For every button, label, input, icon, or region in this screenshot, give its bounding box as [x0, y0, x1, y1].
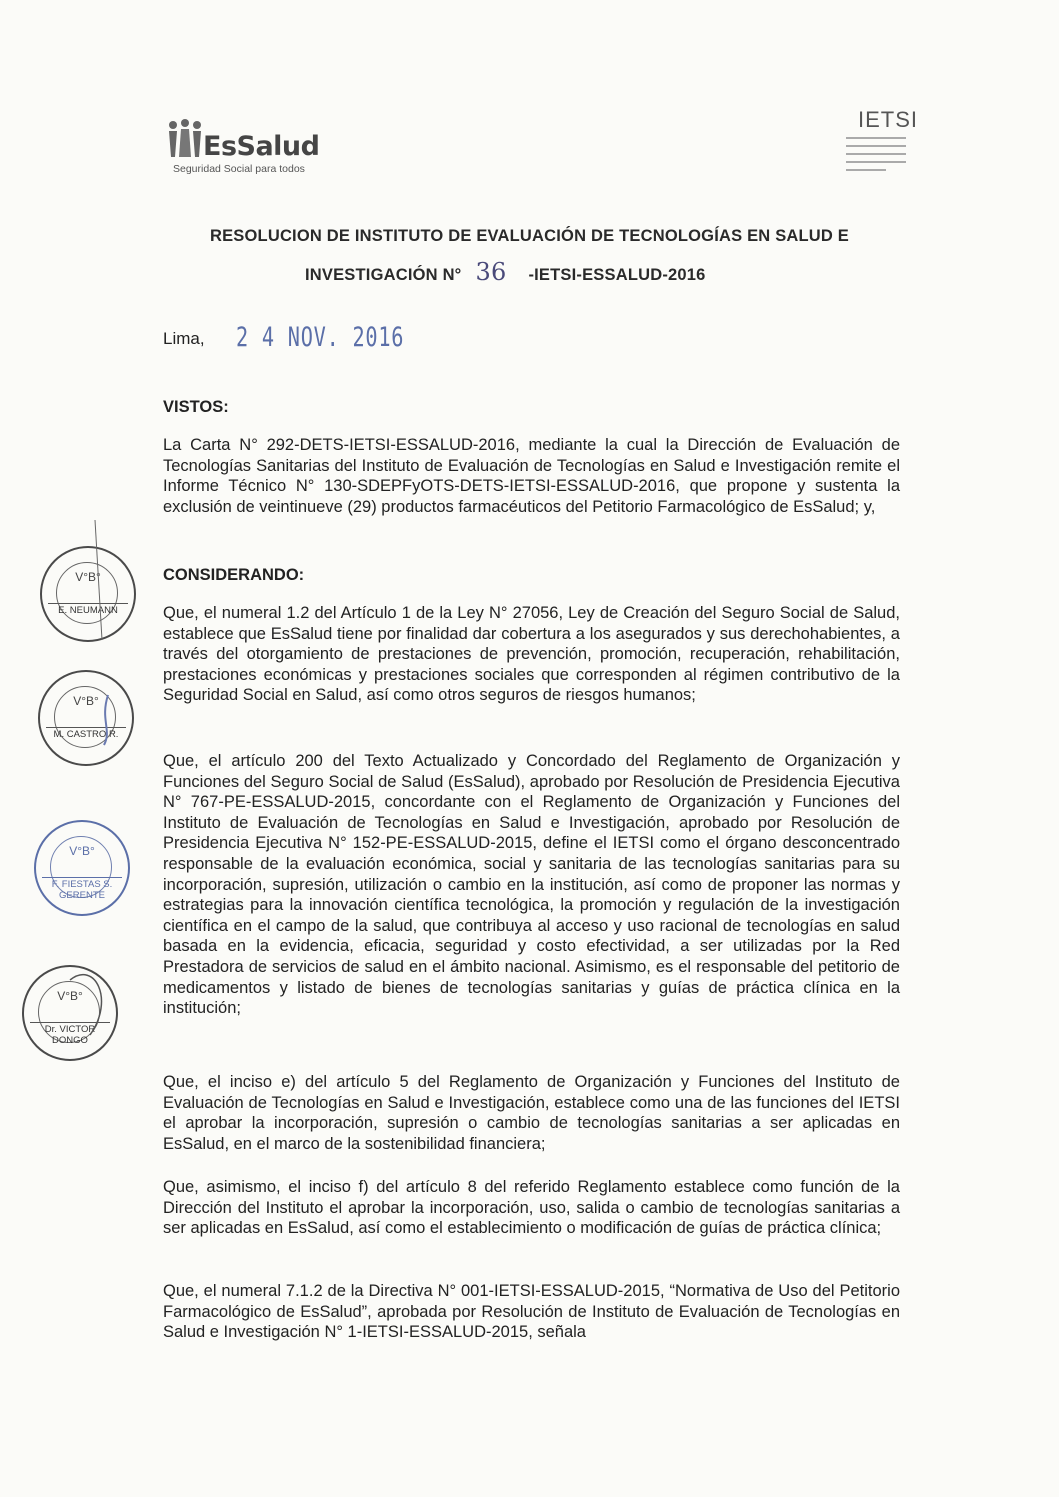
title-prefix: INVESTIGACIÓN N° — [305, 266, 462, 284]
approval-stamp — [40, 546, 136, 642]
essalud-logo-name: EsSalud — [203, 131, 320, 162]
stamp-name: E. NEUMANN — [48, 603, 128, 616]
paragraph-1: Que, el numeral 1.2 del Artículo 1 de la Ley N° 27056, Ley de Creación del Seguro Social de Salud, establece que EsSalud tiene por finalidad dar cobertura a los asegurados y sus derechohabientes, a través del otorgamiento de prestaciones de prevención, promoción, recuperación, rehabilitación, prestaciones económicas y prestaciones sociales que corresponden al régimen contributivo de la Seguridad Social en Salud, así como otros seguros de riesgos humanos; — [163, 604, 900, 705]
essalud-logo — [165, 115, 345, 177]
stamp-name: F. FIESTAS S. GERENTE — [42, 877, 122, 901]
essalud-logo-tagline: Seguridad Social para todos — [173, 163, 305, 175]
stamp-vb: V°B° — [75, 570, 101, 584]
vistos-heading: VISTOS: — [163, 398, 229, 416]
handwritten-number: 36 — [475, 258, 507, 286]
paragraph-2: Que, el artículo 200 del Texto Actualizado y Concordado del Reglamento de Organización y Funciones del Seguro Social de Salud (EsSalud), aprobado por Resolución de Presidencia Ejecutiva N° 767-PE-ESSALUD-2015, concordante con el Reglamento de Organización y Funciones del Instituto de Evaluación de Tecnologías en Salud e Investigación, aprobado por Resolución de Presidencia Ejecutiva N° 152-PE-ESSALUD-2015, define el IETSI como el órgano desconcentrado responsable de la evaluación económica, social y sanitaria de las tecnologías sanitarias para su incorporación, supresión, utilización o cambio en la institución, así como de proponer las normas y estrategias para la innovación científica tecnológica, la promoción y regulación de la investigación científica en el campo de la salud, que contribuya al acceso y uso racional de tecnologías en salud basada en la evidencia, eficacia, seguridad y costo efectividad, a ser utilizadas por la Red Prestadora de servicios de salud en el ámbito nacional. Asimismo, es el responsable del petitorio de medicamentos y listado de bienes de tecnologías sanitarias y guías de práctica clínica en la institución; — [163, 752, 900, 1018]
considerando-heading: CONSIDERANDO: — [163, 566, 305, 584]
place-label: Lima, — [163, 329, 205, 348]
stamp-vb: V°B° — [57, 989, 83, 1003]
stamp-name: Dr. VICTOR DONGO — [30, 1022, 110, 1046]
resolution-title-line2 — [305, 258, 706, 286]
approval-stamp — [38, 670, 134, 766]
ietsi-logo — [840, 107, 918, 175]
paragraph-5: Que, el numeral 7.1.2 de la Directiva N° 001-IETSI-ESSALUD-2015, “Normativa de Uso del Petitorio Farmacológico de EsSalud”, aprobada por Resolución de Instituto de Evaluación de Tecnologías en Salud e Investigación N° 1-IETSI-ESSALUD-2015, señala — [163, 1282, 900, 1342]
paragraph-3: Que, el inciso e) del artículo 5 del Reglamento de Organización y Funciones del Instituto de Evaluación de Tecnologías en Salud e Investigación, establece como una de las funciones del IETSI el aprobar la incorporación, supresión o cambio de tecnologías sanitarias a ser aplicadas en EsSalud, en el marco de la sostenibilidad financiera; — [163, 1073, 900, 1153]
resolution-title-line1: RESOLUCION DE INSTITUTO DE EVALUACIÓN DE TECNOLOGÍAS EN SALUD E — [209, 227, 850, 245]
date-stamp: 2 4 NOV. 2016 — [236, 322, 405, 353]
family-icon — [165, 117, 205, 161]
title-suffix: -IETSI-ESSALUD-2016 — [528, 266, 706, 284]
stamp-vb: V°B° — [73, 694, 99, 708]
stamp-vb: V°B° — [69, 844, 95, 858]
approval-stamp — [34, 820, 130, 916]
ietsi-logo-name: IETSI — [857, 107, 918, 132]
approval-stamp — [22, 965, 118, 1061]
paragraph-4: Que, asimismo, el inciso f) del artículo 8 del referido Reglamento establece como función de la Dirección del Instituto el aprobar la incorporación, uso, salida o cambio de tecnologías sanitarias a ser aplicadas en EsSalud, así como el establecimiento o modificación de guías de práctica clínica; — [163, 1178, 900, 1238]
stamp-name: M. CASTRO R. — [46, 727, 126, 740]
vistos-text: La Carta N° 292-DETS-IETSI-ESSALUD-2016, mediante la cual la Dirección de Evaluación de Tecnologías Sanitarias del Instituto de Evaluación de Tecnologías en Salud e Investigación remite el Informe Técnico N° 130-SDEPFyOTS-DETS-IETSI-ESSALUD-2016, que propone y sustenta la exclusión de veintinueve (29) productos farmacéuticos del Petitorio Farmacológico de EsSalud; y, — [163, 436, 900, 516]
